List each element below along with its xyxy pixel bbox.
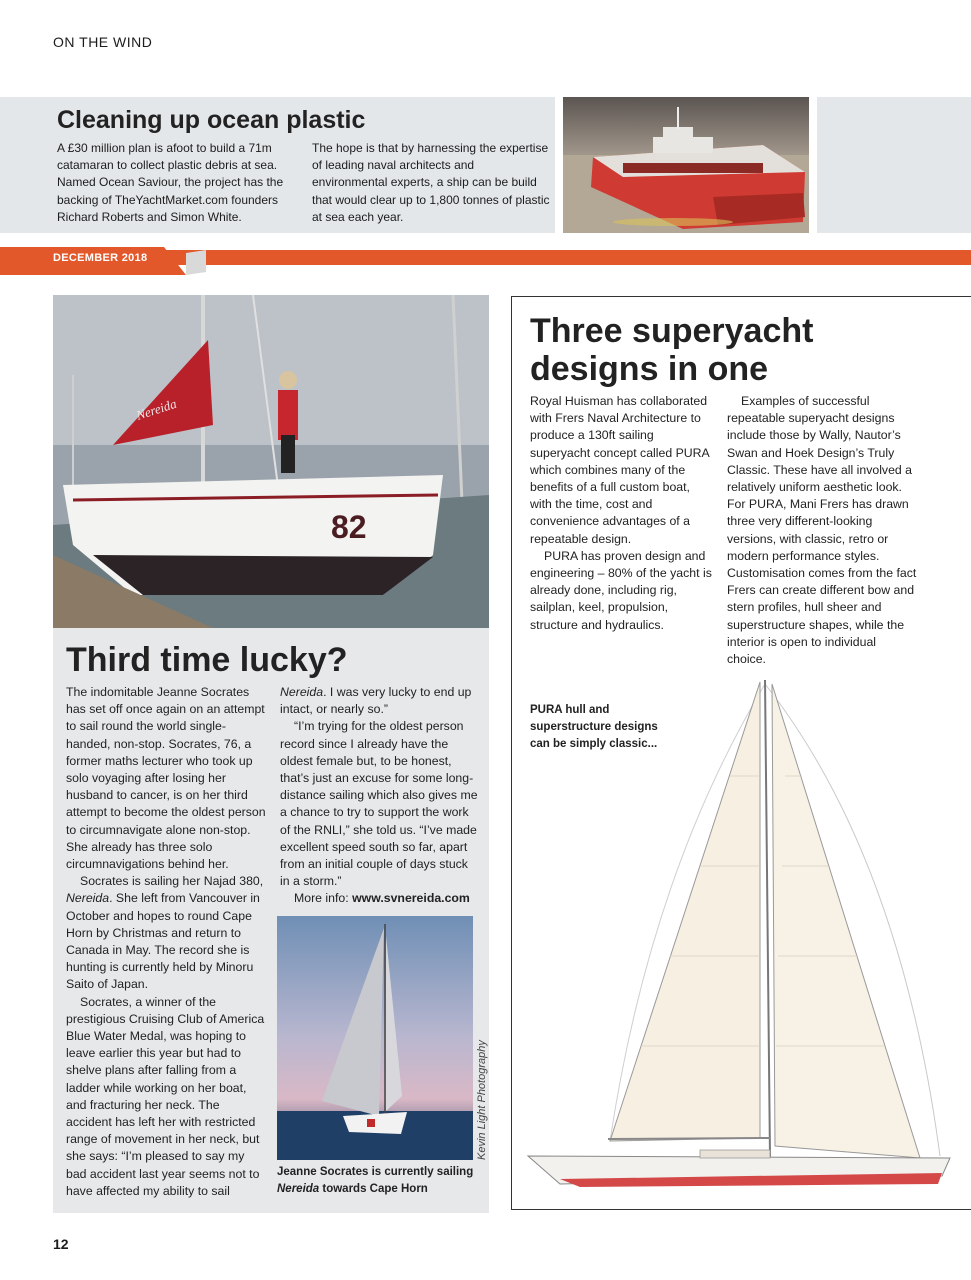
socrates-para-3: Socrates, a winner of the prestigious Cruising Club of America Blue Water Medal, was hoping to leave earlier this year but had to shelve plans after falling from a ladder while working on her boat, and fracturing her neck. The accident has left her with restricted range of movement in her neck, but she says: “I’m pleased to say my bad accident last year seems not to have affected my ability to sail — [66, 994, 265, 1198]
section-label: ON THE WIND — [53, 34, 153, 50]
ocean-plastic-text-col1: A £30 million plan is afoot to build a 71m catamaran to collect plastic debris at sea. Named Ocean Saviour, the project has the backing of TheYachtMarket.com founders Richard Roberts and Simon White. — [57, 141, 284, 224]
pura-sailplan-drawing — [520, 676, 971, 1196]
superyacht-text-col2 — [727, 393, 917, 668]
more-info-line: More info: www.svnereida.com — [294, 891, 470, 906]
boat-name-on-sail: Nereida — [134, 395, 179, 423]
superyacht-para-3: Examples of successful repeatable superyacht designs include those by Wally, Nautor’s Swan and Hoek Design’s Truly Classic. These have all involved a relatively uniform aesthetic look. For PURA, Mani Frers has drawn three very different-looking versions, with classic, retro or modern performance styles. Customisation comes from the fact Frers can create different bow and stern profiles, hull sheer and superstructure shapes, while the interior is open to individual choice. — [727, 394, 917, 667]
nereida-dock-photo — [53, 295, 489, 628]
superyacht-para-2: PURA has proven design and engineering – 80% of the yacht is already done, including rig, sailplan, keel, propulsion, structure and hydraulics. — [530, 548, 712, 632]
socrates-para-3-cont: Nereida. I was very lucky to end up intact, or nearly so.” — [280, 685, 472, 717]
more-info-link[interactable]: www.svnereida.com — [352, 891, 470, 906]
socrates-para-4: “I’m trying for the oldest person record since I already have the oldest female but, to be honest, that’s just an excuse for some long-distance sailing which also gives me a chance to try to support the work of the RNLI,” she told us. “I’ve made excellent speed south so far, apart from an initial couple of days stuck in a storm.” — [280, 719, 478, 889]
socrates-photo-caption: Jeanne Socrates is currently sailing Nereida towards Cape Horn — [277, 1166, 474, 1195]
boat-number: 82 — [331, 509, 367, 545]
superyacht-heading: Three superyacht designs in one — [530, 312, 814, 388]
ocean-plastic-panel-edge — [817, 97, 971, 233]
boat-name: Nereida — [280, 685, 324, 699]
socrates-para-1: The indomitable Jeanne Socrates has set off once again on an attempt to sail round the world single-handed, non-stop. Socrates, 76, a former maths lecturer who took up solo voyaging after losing her husband to cancer, is on her third attempt to become the oldest person to circumnavigate alone non-stop. She already has three solo circumnavigations behind her. — [66, 685, 266, 872]
superyacht-para-1: Royal Huisman has collaborated with Frers Naval Architecture to produce a 130ft sailing superyacht concept called PURA which combines many of the benefits of a full custom boat, with the time, cost and convenience advantages of a repeatable design. — [530, 394, 710, 546]
superyacht-text-col1 — [530, 393, 715, 634]
ocean-plastic-heading: Cleaning up ocean plastic — [57, 106, 366, 134]
page-number: 12 — [53, 1236, 69, 1252]
ocean-saviour-ship-photo — [563, 97, 809, 233]
ocean-plastic-text-col2: The hope is that by harnessing the expertise of leading naval architects and environmental experts, a ship can be build that would clear up to 1,800 tonnes of plastic at sea each year. — [312, 141, 550, 224]
socrates-para-2: Socrates is sailing her Najad 380, Nereida. She left from Vancouver in October and hopes to round Cape Horn by Christmas and return to Canada in May. The record she is hunting is currently held by Minoru Saito of Japan. — [66, 874, 264, 992]
photo-credit: Kevin Light Photography — [476, 1040, 488, 1160]
socrates-text-col2 — [280, 684, 480, 908]
socrates-heading: Third time lucky? — [66, 641, 348, 679]
nereida-sailing-photo — [277, 916, 473, 1160]
issue-date: DECEMBER 2018 — [53, 252, 148, 264]
socrates-text-col1 — [66, 684, 266, 1200]
pura-caption: PURA hull and superstructure designs can be simply classic... — [530, 704, 658, 750]
boat-name: Nereida — [66, 891, 110, 906]
